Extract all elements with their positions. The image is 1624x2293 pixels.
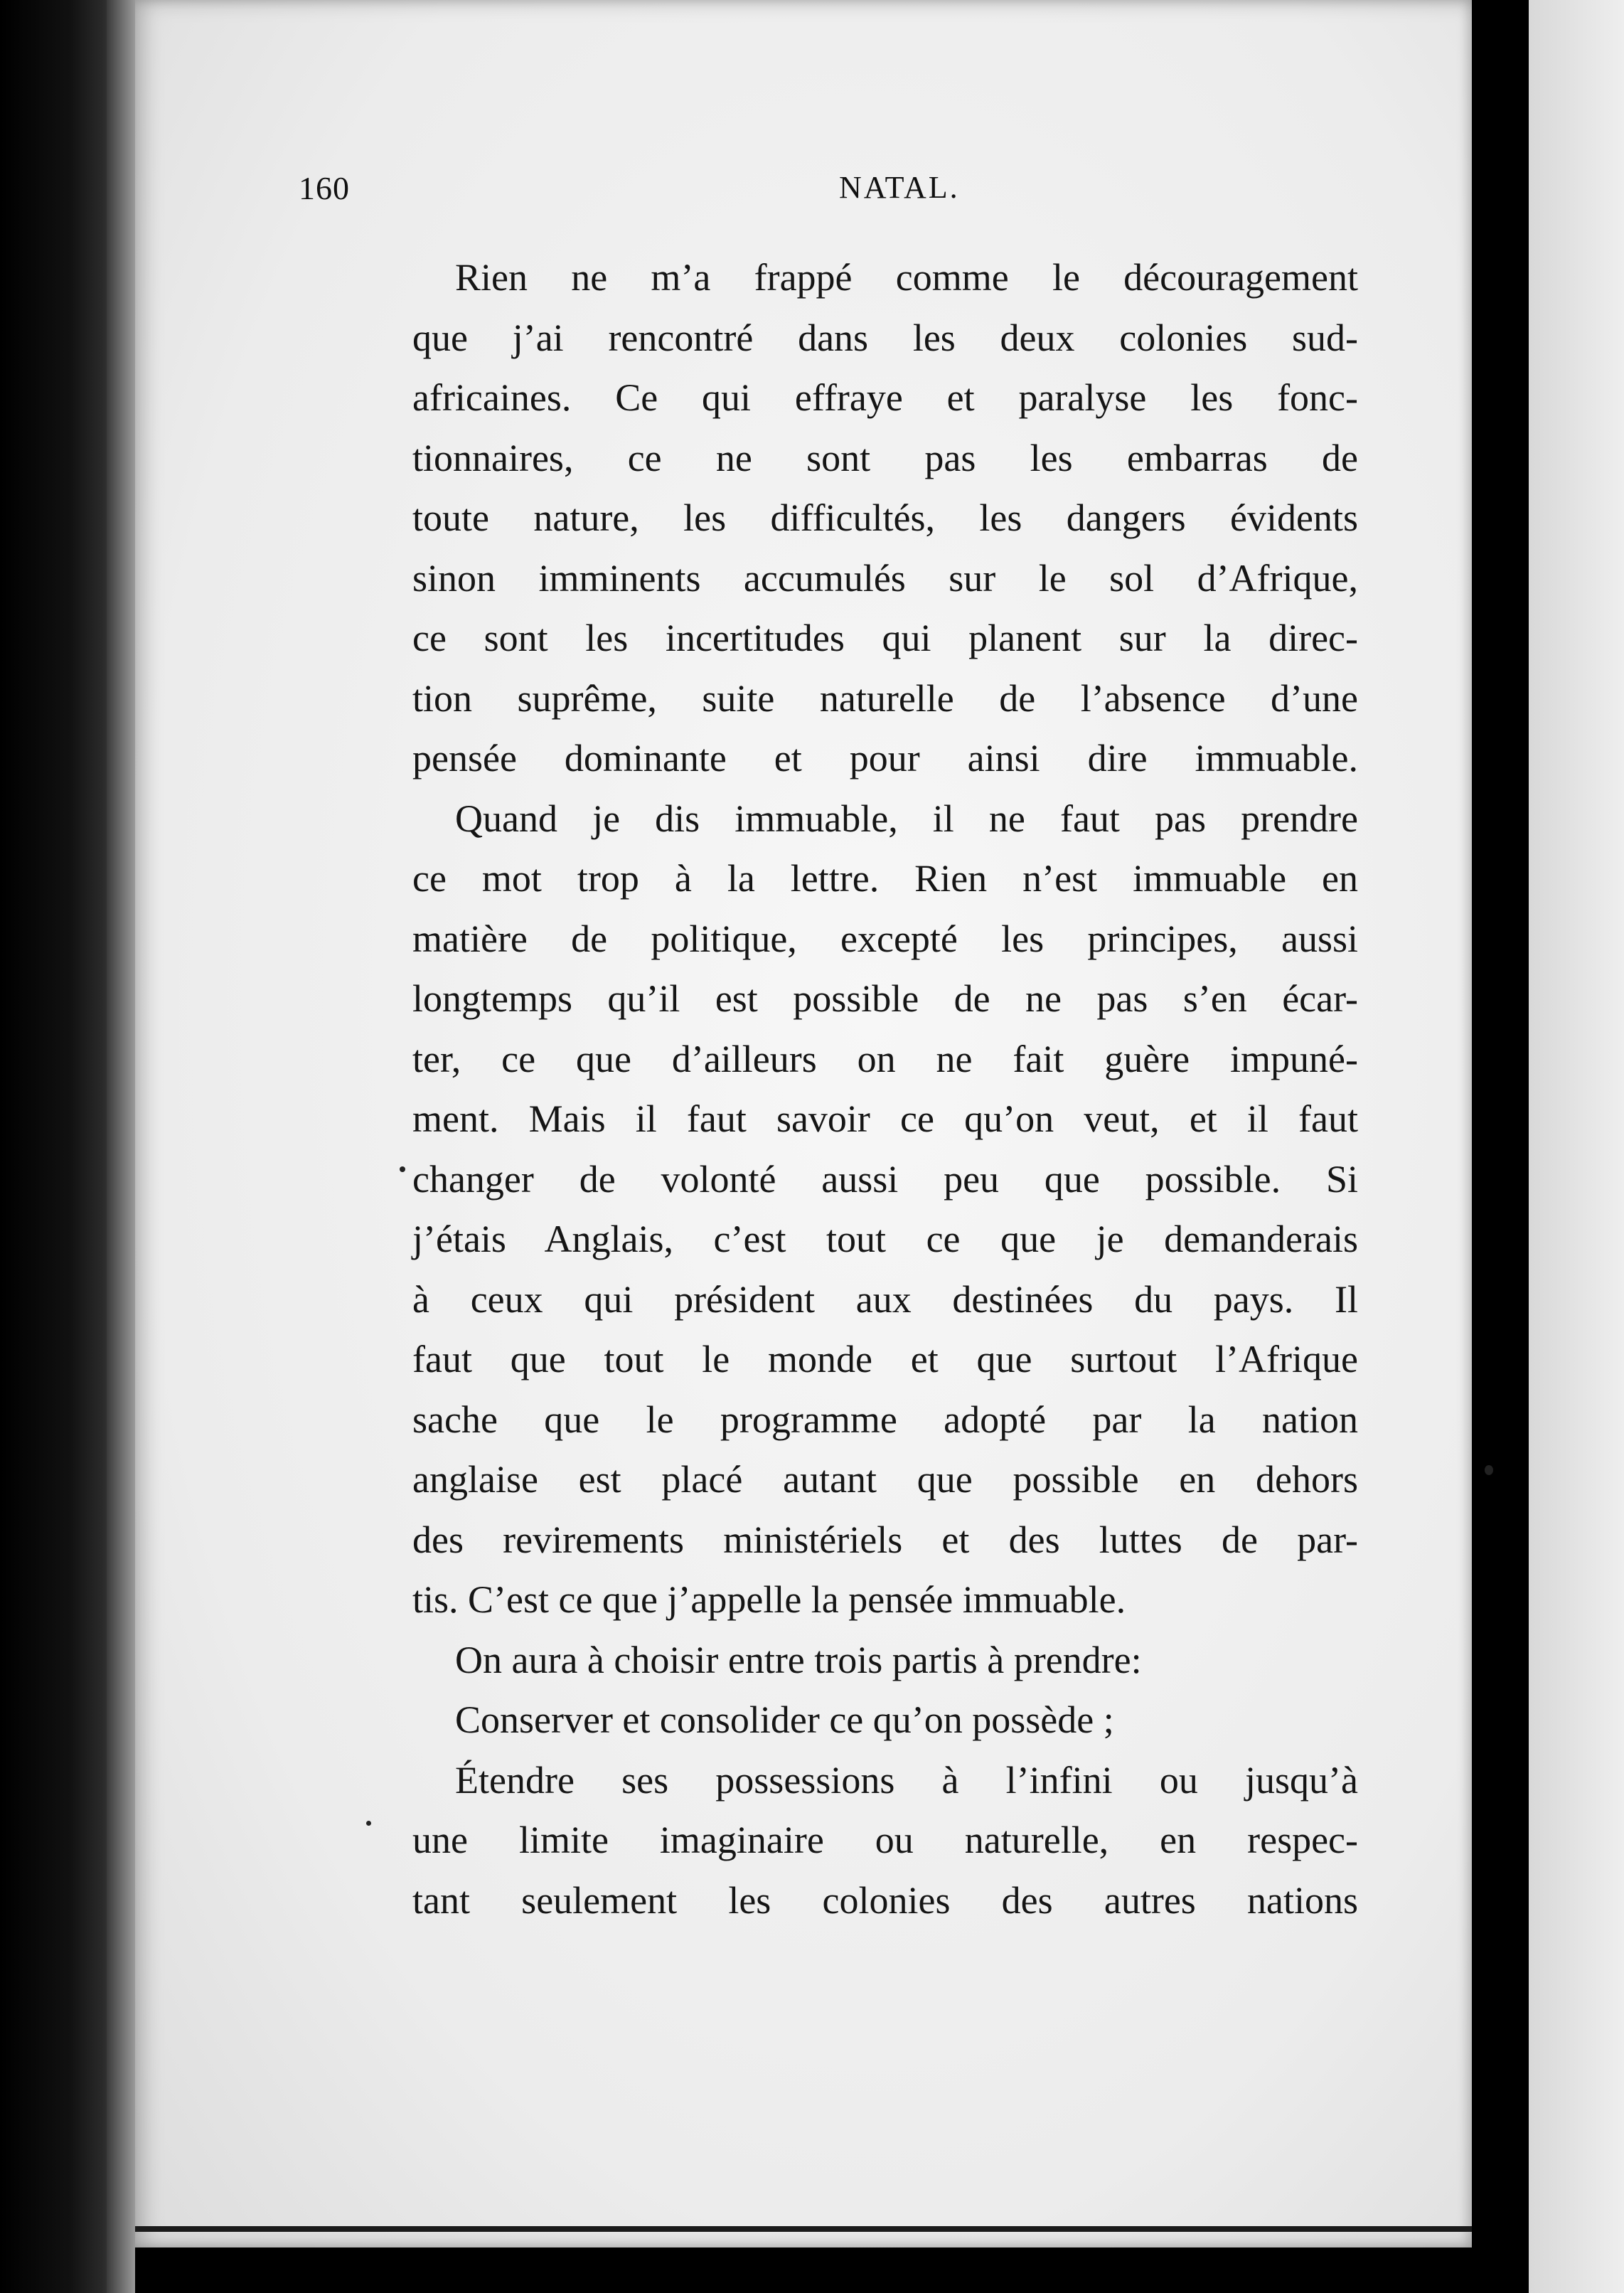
page-number: 160 [299,170,350,206]
text-line: une limite imaginaire ou naturelle, en respec- [412,1819,1358,1861]
text-line: tionnaires, ce ne sont pas les embarras de [412,436,1358,479]
text-line: ce sont les incertitudes qui planent sur la direc- [412,617,1358,659]
text-line: tion suprême, suite naturelle de l’absence d’une [412,676,1358,720]
text-line: j’étais Anglais, c’est tout ce que je demanderais [412,1218,1358,1260]
text-line: ment. Mais il faut savoir ce qu’on veut, et il faut [412,1097,1358,1140]
page-stack-edge [107,0,135,2293]
right-gutter [1472,0,1529,2293]
running-head: NATAL. [839,170,960,205]
scan-speck [366,1821,371,1826]
page-bottom-edge [135,2226,1472,2232]
text-line: Étendre ses possessions à l’infini ou jusqu’à [455,1758,1358,1802]
text-line: que j’ai rencontré dans les deux colonies sud- [412,316,1358,359]
text-line: ce mot trop à la lettre. Rien n’est immuable en [412,857,1358,900]
text-line: africaines. Ce qui effraye et paralyse les fonc- [412,376,1358,419]
scan-speck [1485,1465,1493,1475]
text-line: toute nature, les difficultés, les dangers évidents [412,496,1358,539]
text-line: changer de volonté aussi peu que possible. Si [412,1157,1358,1201]
body-text [412,248,1358,1930]
text-line: pensée dominante et pour ainsi dire immuable. [412,737,1358,780]
text-line: Conserver et consolider ce qu’on possède ; [455,1698,1114,1741]
text-line: On aura à choisir entre trois partis à prendre: [455,1638,1142,1681]
text-line: sinon imminents accumulés sur le sol d’Afrique, [412,556,1358,600]
page-header [0,169,1624,219]
text-line: tis. C’est ce que j’appelle la pensée immuable. [412,1578,1126,1621]
text-line: sache que le programme adopté par la nation [412,1398,1358,1441]
text-line: ter, ce que d’ailleurs on ne fait guère impuné- [412,1037,1358,1080]
text-line: longtemps qu’il est possible de ne pas s’en écar- [412,977,1358,1020]
text-line: Quand je dis immuable, il ne faut pas prendre [455,797,1358,840]
adjacent-page-edge [1529,0,1624,2293]
text-line: à ceux qui président aux destinées du pays. Il [412,1277,1358,1321]
text-line: matière de politique, excepté les principes, aussi [412,917,1358,960]
scan-speck [400,1166,405,1172]
text-line: faut que tout le monde et que surtout l’Afrique [412,1338,1358,1380]
text-line: des revirements ministériels et des luttes de par- [412,1518,1358,1561]
text-line: anglaise est placé autant que possible en dehors [412,1458,1358,1501]
text-line: tant seulement les colonies des autres nations [412,1878,1358,1922]
text-line: Rien ne m’a frappé comme le découragement [455,256,1358,299]
